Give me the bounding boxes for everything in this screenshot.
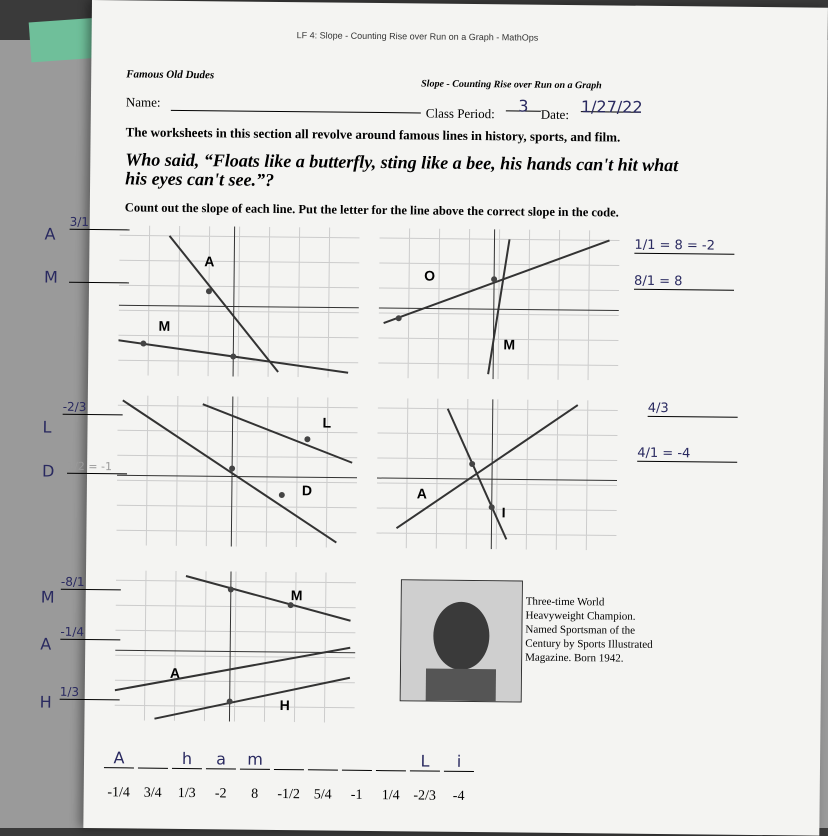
answer-L-letter: L (42, 417, 52, 437)
svg-text:I: I (501, 504, 506, 521)
answer-A2-blank[interactable]: 4/3 (648, 401, 738, 418)
answer-M3-letter: M (40, 587, 55, 607)
code-value: 3/4 (143, 785, 162, 801)
line-O (384, 238, 610, 325)
period-field[interactable]: 3 (506, 96, 541, 111)
code-value-row (104, 785, 524, 805)
code-value: 5/4 (313, 787, 332, 803)
code-value: -2 (214, 786, 227, 802)
answer-A1-blank[interactable]: 3/1 (70, 215, 130, 231)
code-value: -1 (350, 787, 363, 803)
instruction-text: Count out the slope of each line. Put the letter for the line above the correct slope in the code. (124, 200, 619, 220)
portrait-caption: Three-time World Heavyweight Champion. Named Sportsman of the Century by Sports Illustrated Magazine. Born 1942. (525, 595, 653, 665)
answer-M2-blank[interactable]: 8/1 = 8 (634, 274, 734, 291)
code-letter[interactable]: a (206, 749, 236, 769)
answer-A3-blank[interactable]: -1/4 (60, 625, 120, 641)
code-letter[interactable] (342, 751, 372, 771)
graph-A-M (118, 225, 370, 378)
answer-M3-blank[interactable]: -8/1 (61, 575, 121, 591)
code-letter[interactable] (376, 751, 406, 771)
code-letter[interactable]: i (444, 752, 474, 772)
code-letter[interactable]: h (172, 749, 202, 769)
answer-A1-letter: A (44, 224, 56, 244)
code-value: -1/2 (277, 786, 301, 803)
svg-text:M: M (503, 336, 516, 353)
svg-text:A: A (416, 485, 428, 502)
graph-M-A-H (114, 570, 366, 723)
code-value: -2/3 (413, 788, 437, 804)
code-value: 1/3 (177, 785, 196, 802)
name-field[interactable] (171, 96, 421, 114)
portrait-photo (400, 579, 523, 702)
question-text: Who said, “Floats like a butterfly, sting like a bee, his hands can't hit what his eyes can't see.”? (125, 149, 679, 190)
code-value: 1/4 (381, 788, 400, 804)
svg-text:O: O (424, 267, 436, 284)
code-value: -1/4 (107, 785, 131, 801)
answer-M1-letter: M (43, 267, 59, 287)
answer-H-letter: H (39, 692, 52, 712)
graph-O-M (378, 228, 630, 381)
code-letter-row (104, 748, 524, 772)
line-I (446, 409, 507, 540)
code-letter[interactable] (274, 750, 304, 770)
line-L (202, 404, 353, 463)
code-letter[interactable]: A (104, 748, 134, 768)
svg-text:D: D (301, 482, 313, 499)
worksheet-page (39, 0, 828, 836)
brand-label: Famous Old Dudes (126, 68, 215, 82)
code-value: 8 (251, 786, 259, 802)
line-D (121, 400, 337, 542)
answer-L-blank[interactable]: -2/3 (63, 400, 123, 416)
answer-H-blank[interactable]: 1/3 (60, 685, 120, 701)
svg-text:H: H (279, 697, 290, 714)
date-label: Date: (540, 106, 570, 123)
subtitle: Slope - Counting Rise over Run on a Graph (421, 78, 602, 92)
answer-D-letter: D (41, 461, 55, 481)
code-letter[interactable]: L (410, 751, 440, 771)
svg-text:M: M (158, 317, 171, 334)
svg-text:M: M (290, 587, 303, 604)
code-letter[interactable] (308, 750, 338, 770)
line-A (168, 236, 279, 372)
graph-A-I (376, 398, 628, 551)
name-label: Name: (125, 94, 161, 110)
svg-text:A: A (204, 253, 215, 270)
code-value: -4 (452, 788, 465, 804)
header-url: LF 4: Slope - Counting Rise over Run on a Graph - MathOps (296, 30, 539, 43)
svg-text:A: A (169, 664, 181, 681)
answer-A3-letter: A (40, 634, 52, 654)
line-A2 (396, 403, 577, 530)
answer-O-blank[interactable]: 1/1 = 8 = -2 (634, 238, 734, 255)
answer-I-blank[interactable]: 4/1 = -4 (637, 446, 737, 463)
answer-D-blank[interactable]: 1/2 = -1 (67, 460, 127, 475)
date-field[interactable]: 1/27/22 (580, 97, 643, 117)
sticky-note (29, 18, 102, 63)
intro-text: The worksheets in this section all revolve around famous lines in history, sports, and film. (125, 124, 621, 145)
code-letter[interactable] (138, 749, 168, 769)
period-label: Class Period: (425, 105, 495, 122)
graph-L-D (116, 395, 368, 548)
code-letter[interactable]: m (240, 750, 270, 770)
svg-text:L: L (322, 414, 332, 431)
